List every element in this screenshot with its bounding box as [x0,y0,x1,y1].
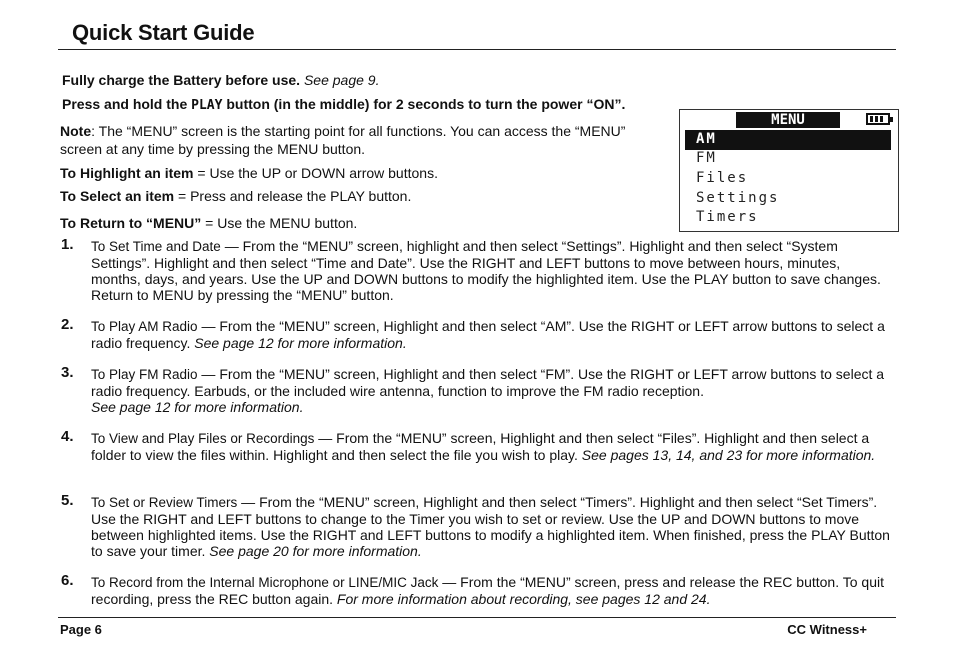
step-heading: To Play AM Radio [91,319,198,334]
menu-item-am: AM [696,131,717,147]
power-prefix: Press and hold the [62,96,188,112]
return-instruction [60,214,357,232]
step-ref: See pages 13, 14, and 23 for more information. [581,447,876,463]
select-label: To Select an item [60,188,175,204]
page-number: Page 6 [60,622,102,637]
power-instruction [62,95,625,115]
step-heading: To Set or Review Timers [91,495,238,510]
menu-selected-row [685,130,891,150]
battery-icon [866,113,890,125]
step-1-text [91,238,891,303]
menu-screen-title: MENU [736,112,840,128]
note-label: Note [60,123,92,139]
step-number: 1. [61,236,74,253]
step-5-text [91,494,891,559]
select-text: = Press and release the PLAY button. [174,188,412,204]
return-label: To Return to “MENU” [60,215,202,231]
step-6-text [91,574,891,607]
play-key-label: PLAY [191,98,223,113]
note-text: : The “MENU” screen is the starting point for all functions. You can access the “MENU” screen at any time by pressing the MENU button. [60,123,626,157]
charge-instruction [62,71,379,89]
menu-item-settings: Settings [696,190,780,206]
step-dash: — [197,318,220,334]
step-number: 3. [61,364,74,381]
step-dash: — [438,574,461,590]
step-body: From the “MENU” screen, Highlight and then select “FM”. Use the RIGHT or LEFT arrow buttons to select a radio frequency. Earbuds, or the included wire antenna, function to improve the FM radio reception. [91,366,885,399]
step-ref: See page 20 for more information. [209,543,422,559]
return-text: = Use the MENU button. [201,215,358,231]
step-body: From the “MENU” screen, press and release the REC button. To quit recording, press the REC button again. [91,574,884,607]
step-number: 4. [61,428,74,445]
step-ref: For more information about recording, see pages 12 and 24. [336,591,711,607]
select-instruction [60,187,411,205]
page-title: Quick Start Guide [72,20,255,45]
charge-bold: Fully charge the Battery before use. [62,72,301,88]
menu-item-timers: Timers [696,209,759,225]
step-number: 6. [61,572,74,589]
step-ref: See page 12 for more information. [194,335,407,351]
step-ref: See page 12 for more information. [91,399,304,415]
header-rule [58,49,896,50]
step-heading: To Play FM Radio [91,367,198,382]
product-name: CC Witness+ [787,622,867,637]
step-heading: To Record from the Internal Microphone or LINE/MIC Jack [91,575,439,590]
footer-rule [58,617,896,618]
menu-item-files: Files [696,170,749,186]
note-paragraph [60,122,660,158]
step-body: From the “MENU” screen, Highlight and then select “AM”. Use the RIGHT or LEFT arrow buttons to select a radio frequency. [91,318,885,351]
step-body: From the “MENU” screen, Highlight and then select “Files”. Highlight and then select a folder to view the files within. Highlight and then select the file you wish to play. [91,430,870,463]
step-2-text [91,318,891,351]
menu-item-fm: FM [696,150,717,166]
menu-screen-illustration [679,109,899,232]
highlight-instruction [60,164,438,182]
step-body: From the “MENU” screen, Highlight and then select “Timers”. Highlight and then select “Set Timers”. Use the RIGHT and LEFT buttons to change to the Timer you wish to set or review. Use the UP and DOWN buttons to move between highlighted items. Use the RIGHT and LEFT buttons to modify a highlighted item. When finished, press the PLAY Button to save your timer. [91,494,890,559]
step-body: From the “MENU” screen, highlight and then select “Settings”. Highlight and then select “System Settings”. Highlight and then select “Time and Date”. Use the RIGHT and LEFT buttons to move between hours, minutes, months, days, and years. Use the UP and DOWN buttons to modify the highlighted item. Use the PLAY button to save changes. Return to MENU by pressing the “MENU” button. [91,238,881,303]
charge-ref: See page 9. [303,72,380,88]
step-dash: — [314,430,337,446]
step-number: 5. [61,492,74,509]
step-dash: — [197,366,220,382]
step-4-text [91,430,891,463]
step-3-text [91,366,891,415]
step-number: 2. [61,316,74,333]
power-suffix: button (in the middle) for 2 seconds to turn the power “ON”. [226,96,626,112]
highlight-label: To Highlight an item [60,165,194,181]
step-dash: — [237,494,260,510]
highlight-text: = Use the UP or DOWN arrow buttons. [193,165,438,181]
step-heading: To View and Play Files or Recordings [91,431,315,446]
step-dash: — [220,238,243,254]
step-heading: To Set Time and Date [91,239,221,254]
